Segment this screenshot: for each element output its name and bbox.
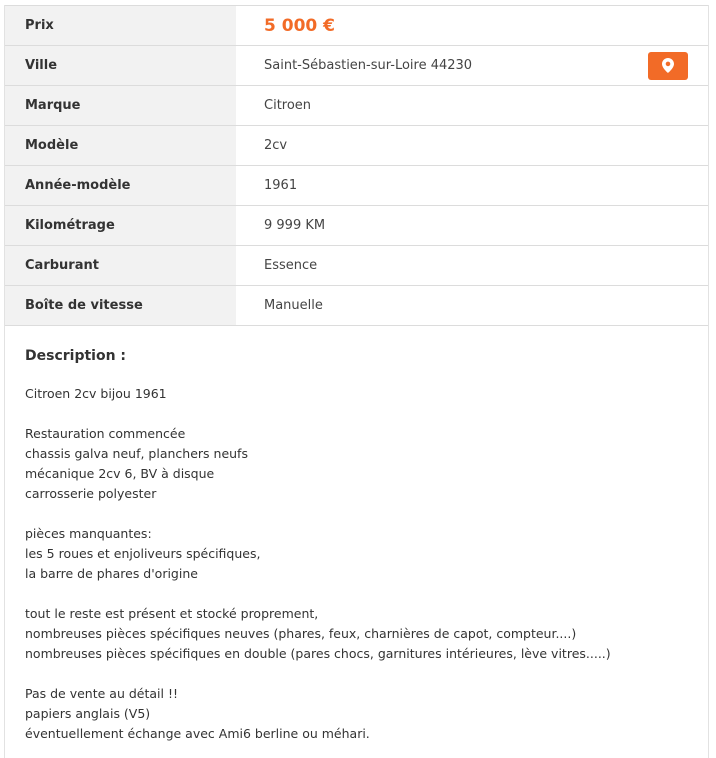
description-line: carrosserie polyester (25, 486, 157, 501)
spec-label: Prix (5, 6, 236, 46)
spec-label: Marque (5, 86, 236, 126)
description-line: pièces manquantes: (25, 526, 152, 541)
city-value: Saint-Sébastien-sur-Loire 44230 (264, 58, 473, 73)
spec-label: Kilométrage (5, 206, 236, 246)
description-line: éventuellement échange avec Ami6 berline ou méhari. (25, 726, 370, 741)
description-gap (25, 664, 688, 684)
spec-value: 1961 (264, 178, 298, 193)
description-title: Description : (25, 348, 127, 364)
description-line: les 5 roues et enjoliveurs spécifiques, (25, 546, 261, 561)
description-section (5, 326, 708, 744)
description-gap (25, 504, 688, 524)
spec-value: Manuelle (264, 298, 323, 313)
description-line: Restauration commencée (25, 426, 186, 441)
spec-value: Citroen (264, 98, 312, 113)
spec-value: Essence (264, 258, 318, 273)
spec-row-city (5, 46, 708, 86)
spec-label: Ville (5, 46, 236, 86)
specs-table (5, 5, 708, 326)
description-line: mécanique 2cv 6, BV à disque (25, 466, 215, 481)
spec-row-model (5, 126, 708, 166)
spec-label: Année-modèle (5, 166, 236, 206)
spec-row-year (5, 166, 708, 206)
spec-value: 2cv (264, 138, 288, 153)
spec-row-fuel (5, 246, 708, 286)
spec-row-gearbox (5, 286, 708, 326)
description-line: chassis galva neuf, planchers neufs (25, 446, 248, 461)
description-line: nombreuses pièces spécifiques en double (pares chocs, garnitures intérieures, lève vitres.....) (25, 646, 611, 661)
spec-value: 9 999 KM (264, 218, 326, 233)
map-location-button[interactable] (648, 52, 688, 80)
description-line: Citroen 2cv bijou 1961 (25, 386, 167, 401)
description-line: la barre de phares d'origine (25, 566, 198, 581)
spec-label: Modèle (5, 126, 236, 166)
description-gap (25, 584, 688, 604)
listing-panel (4, 5, 709, 758)
description-line: tout le reste est présent et stocké proprement, (25, 606, 319, 621)
map-pin-icon (662, 58, 674, 73)
spec-label: Carburant (5, 246, 236, 286)
spec-row-price (5, 6, 708, 46)
description-line: nombreuses pièces spécifiques neuves (phares, feux, charnières de capot, compteur....) (25, 626, 577, 641)
description-line: papiers anglais (V5) (25, 706, 151, 721)
price-value: 5 000 € (264, 15, 335, 36)
spec-row-brand (5, 86, 708, 126)
description-line: Pas de vente au détail !! (25, 686, 178, 701)
spec-row-mileage (5, 206, 708, 246)
description-gap (25, 404, 688, 424)
spec-label: Boîte de vitesse (5, 286, 236, 326)
description-body (25, 384, 688, 744)
